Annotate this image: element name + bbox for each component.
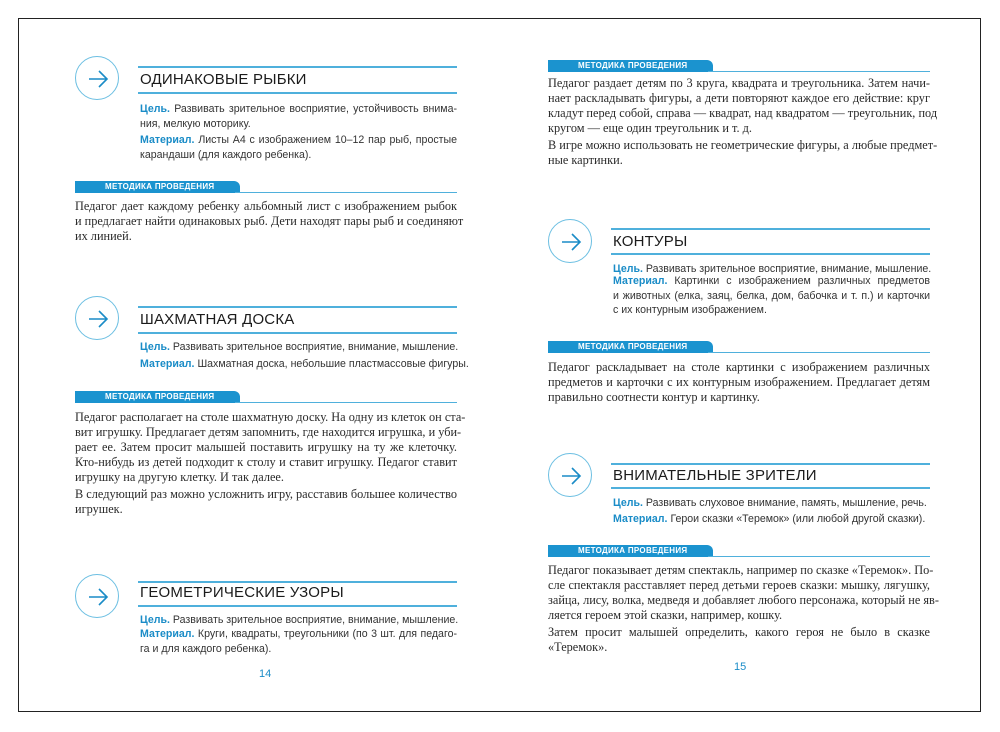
material-label: Материал. (613, 513, 668, 525)
method-text-line: вит игрушку. Предлагает детям запомнить, где находится игрушка, и уби- (75, 425, 462, 439)
method-text-line: Педагог раздает детям по 3 круга, квадрата и треугольника. Затем начи- (548, 76, 930, 90)
title-rule-top (138, 581, 457, 583)
material-text: карандаши (для каждого ребенка). (140, 148, 312, 161)
goal-text: Развивать зрительное восприятие, внимание, мышление. (172, 614, 459, 626)
method-rule (708, 352, 930, 353)
section-title: КОНТУРЫ (613, 233, 688, 250)
material-line (140, 149, 457, 162)
material-line (140, 628, 457, 641)
goal-text: Развивать зрительное восприятие, внимание, мышление. (172, 341, 459, 353)
method-text-line: игрушек. (75, 501, 123, 516)
goal-label: Цель. (140, 341, 170, 353)
material-text: га и для каждого ребенка). (140, 642, 272, 655)
material-line (140, 643, 457, 656)
section-arrow-badge (75, 56, 119, 100)
method-tab: МЕТОДИКА ПРОВЕДЕНИЯ (75, 391, 240, 403)
material-text: Герои сказки «Теремок» (или любой другой сказки). (670, 513, 926, 525)
goal-label: Цель. (613, 263, 643, 275)
arrow-right-icon (87, 308, 109, 330)
arrow-right-icon (87, 586, 109, 608)
title-rule-bottom (138, 605, 457, 607)
method-tab: МЕТОДИКА ПРОВЕДЕНИЯ (548, 545, 713, 557)
method-text-line: Педагог дает каждому ребенку альбомный лист с изображением рыбок (75, 199, 457, 213)
method-rule (235, 402, 457, 403)
section-title: ШАХМАТНАЯ ДОСКА (140, 311, 295, 328)
title-rule-bottom (611, 253, 930, 255)
goal-line (140, 614, 457, 627)
method-text-line: кладут перед собой, справа — квадрат, над квадратом — треугольник, под (548, 106, 938, 120)
method-text-line: ные картинки. (548, 152, 623, 167)
material-line (140, 134, 457, 147)
goal-line (140, 118, 457, 131)
method-text-line: их линией. (75, 229, 132, 243)
section-title: ОДИНАКОВЫЕ РЫБКИ (140, 71, 307, 88)
method-text-line: В следующий раз можно усложнить игру, расставив большее количество (75, 486, 457, 501)
goal-text: ния, мелкую моторику. (140, 117, 251, 130)
goal-line (140, 103, 457, 116)
method-rule (708, 71, 930, 72)
section-arrow-badge (75, 574, 119, 618)
method-text-line: Педагог показывает детям спектакль, например по сказке «Теремок». По- (548, 563, 934, 577)
method-text-line: рает ее. Затем просит малышей поставить игрушку на ту же клеточку. (75, 440, 457, 454)
material-line (140, 358, 469, 371)
goal-label: Цель. (140, 103, 170, 115)
goal-line (613, 497, 930, 510)
title-rule-top (138, 66, 457, 68)
goal-text: Развивать зрительное восприятие, устойчивость внима- (174, 103, 457, 115)
title-rule-bottom (138, 92, 457, 94)
section-arrow-badge (75, 296, 119, 340)
material-label: Материал. (140, 358, 195, 370)
method-text-line: В игре можно использовать не геометрические фигуры, а любые предмет- (548, 137, 938, 152)
goal-text: Развивать зрительное восприятие, внимание, мышление. (645, 263, 932, 275)
page-number: 14 (259, 668, 272, 680)
material-line (613, 275, 930, 288)
method-text-line: правильно соотнести контур и картинку. (548, 390, 760, 404)
goal-label: Цель. (140, 614, 170, 626)
arrow-right-icon (87, 68, 109, 90)
material-label: Материал. (613, 275, 668, 287)
goal-line (140, 341, 457, 354)
material-line (613, 513, 930, 526)
goal-label: Цель. (613, 497, 643, 509)
material-text: и животных (елка, заяц, белка, дом, бабочка и т. п.) и карточки (613, 289, 930, 302)
material-label: Материал. (140, 134, 195, 146)
method-text-line: «Теремок». (548, 639, 608, 654)
page-number: 15 (734, 661, 747, 673)
method-text-line: и предлагает найти одинаковых рыб. Дети находят пары рыб и соединяют (75, 214, 464, 228)
method-text-line: кругом — еще один треугольник и т. д. (548, 121, 752, 135)
method-text-line: предметов и карточки с их контурным изображением. Предлагает детям (548, 375, 930, 389)
method-rule (708, 556, 930, 557)
goal-text: Развивать слуховое внимание, память, мышление, речь. (645, 497, 927, 509)
material-text: с их контурным изображением. (613, 304, 767, 316)
title-rule-top (611, 228, 930, 230)
title-rule-bottom (611, 487, 930, 489)
arrow-right-icon (560, 465, 582, 487)
material-text: Круги, квадраты, треугольники (по 3 шт. для педаго- (197, 628, 457, 640)
title-rule-top (611, 463, 930, 465)
method-text-line: сле спектакля расставляет перед детьми героев сказки: мышку, лягушку, (548, 578, 930, 592)
method-text-line: ляется героем этой сказки, например, кошку. (548, 608, 783, 622)
material-text: Шахматная доска, небольшие пластмассовые фигуры. (197, 358, 469, 370)
method-text-line: нает раскладывать фигуры, а дети повторяют каждое его действие: круг (548, 91, 930, 105)
section-title: ВНИМАТЕЛЬНЫЕ ЗРИТЕЛИ (613, 467, 817, 484)
material-line (613, 290, 930, 303)
arrow-right-icon (560, 231, 582, 253)
material-text: Листы А4 с изображением 10–12 пар рыб, простые (198, 134, 457, 146)
method-text-line: Педагог раскладывает на столе картинки с изображением различных (548, 360, 930, 374)
section-title: ГЕОМЕТРИЧЕСКИЕ УЗОРЫ (140, 584, 344, 601)
method-tab: МЕТОДИКА ПРОВЕДЕНИЯ (548, 341, 713, 353)
method-text-line: Затем просит малышей определить, какого героя не было в сказке (548, 624, 930, 639)
section-arrow-badge (548, 219, 592, 263)
material-line (613, 304, 930, 317)
method-tab: МЕТОДИКА ПРОВЕДЕНИЯ (548, 60, 713, 72)
title-rule-top (138, 306, 457, 308)
method-rule (235, 192, 457, 193)
method-text-line: игрушку на другую клетку. И так далее. (75, 470, 284, 484)
material-text: Картинки с изображением различных предметов (674, 275, 930, 287)
material-label: Материал. (140, 628, 195, 640)
title-rule-bottom (138, 332, 457, 334)
method-text-line: Педагог располагает на столе шахматную доску. На одну из клеток он ста- (75, 410, 466, 424)
method-text-line: зайца, лису, волка, медведя и добавляет любого персонажа, который не яв- (548, 593, 939, 607)
method-text-line: Кто-нибудь из детей подходит к столу и ставит игрушку. Педагог ставит (75, 455, 457, 469)
method-tab: МЕТОДИКА ПРОВЕДЕНИЯ (75, 181, 240, 193)
section-arrow-badge (548, 453, 592, 497)
